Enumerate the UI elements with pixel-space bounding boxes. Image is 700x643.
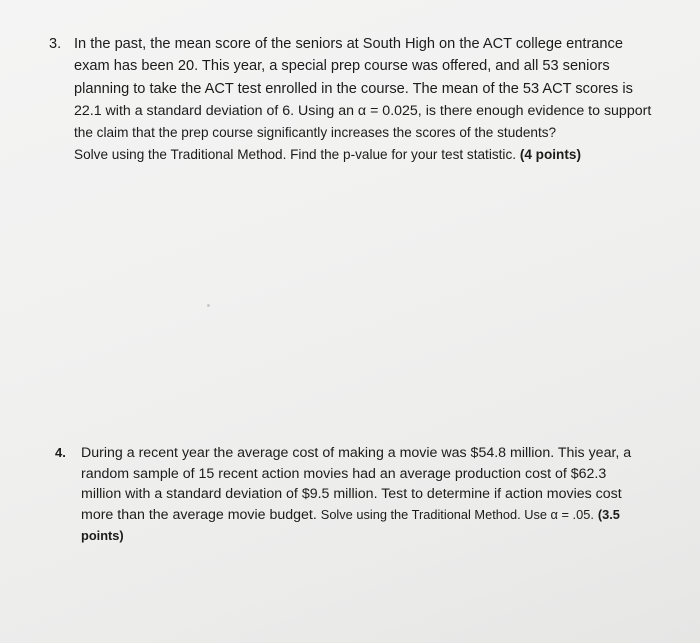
question-4-number: 4. xyxy=(55,445,66,460)
question-4-instruction: Solve using the Traditional Method. Use α = .05. xyxy=(320,507,594,523)
question-4-line: random sample of 15 recent action movies had an average production cost of $62.3 xyxy=(81,465,607,482)
question-3-instruction: Solve using the Traditional Method. Find the p-value for your test statistic. xyxy=(74,147,517,163)
question-4-instruction-line xyxy=(81,505,680,526)
paper-speck xyxy=(207,304,210,307)
question-3-line: planning to take the ACT test enrolled in the course. The mean of the 53 ACT scores is xyxy=(74,80,633,97)
question-3-number: 3. xyxy=(49,36,62,52)
question-4-line: During a recent year the average cost of making a movie was $54.8 million. This year, a xyxy=(81,445,632,461)
question-3-line: 22.1 with a standard deviation of 6. Using an α = 0.025, is there enough evidence to support xyxy=(74,102,652,119)
question-3-body xyxy=(74,33,679,167)
question-4-line: million with a standard deviation of $9.5 million. Test to determine if action movies cost xyxy=(81,486,622,503)
question-3-points: (4 points) xyxy=(519,147,581,163)
question-3-line: In the past, the mean score of the seniors at South High on the ACT college entrance xyxy=(74,36,623,52)
question-4-body xyxy=(81,443,680,547)
question-4-last-line: more than the average movie budget. xyxy=(81,507,317,524)
question-3-instruction-line xyxy=(74,144,679,166)
question-3-line: the claim that the prep course significantly increases the scores of the students? xyxy=(74,125,557,141)
question-3-line: exam has been 20. This year, a special prep course was offered, and all 53 seniors xyxy=(74,58,610,75)
question-4-points-part2: points) xyxy=(81,527,124,543)
question-4 xyxy=(55,443,680,547)
question-3 xyxy=(49,33,679,167)
question-4-points-part1: (3.5 xyxy=(597,507,620,523)
